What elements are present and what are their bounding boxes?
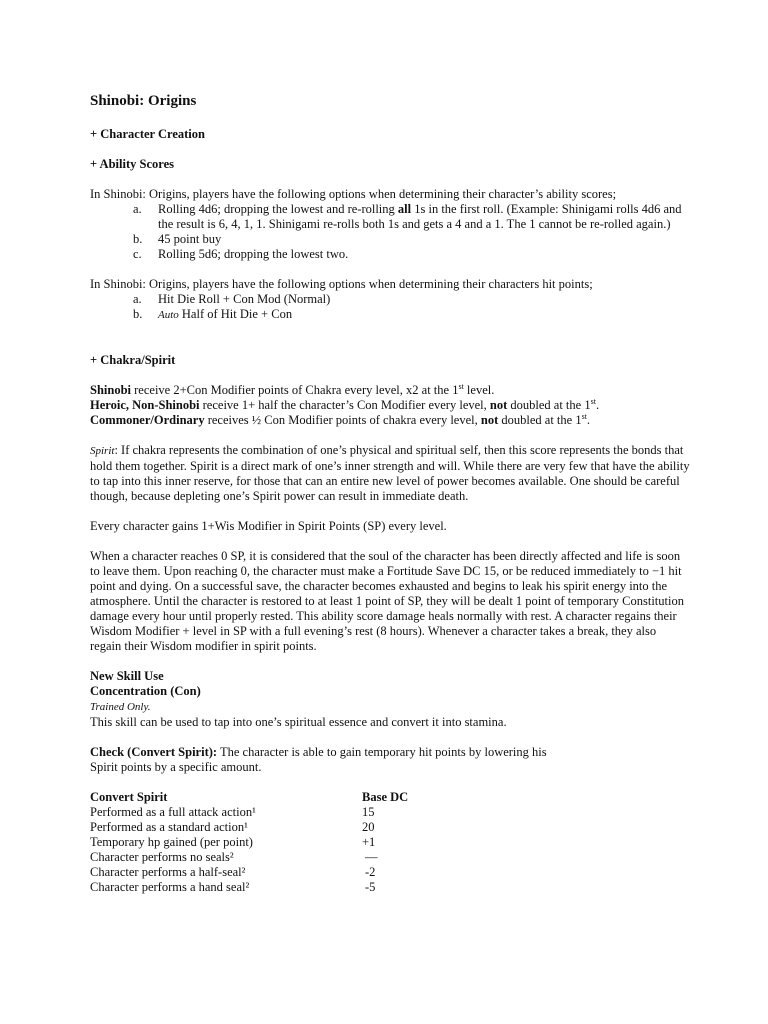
spirit-points-gain: Every character gains 1+Wis Modifier in Spirit Points (SP) every level. xyxy=(90,519,447,533)
chakra-rules: Shinobi receive 2+Con Modifier points of Chakra every level, x2 at the 1st level. Heroic, Non-Shinobi receive 1+ half the character’s Con Modifier every level, not doubled at the 1st. Commoner/Ordinary receives ½ Con Modifier points of chakra every level, not doubled at the 1st. xyxy=(90,382,600,427)
list-item: c. Rolling 5d6; dropping the lowest two. xyxy=(133,247,349,261)
list-marker: b. xyxy=(133,307,143,321)
list-item: a. Rolling 4d6; dropping the lowest and re-rolling all 1s in the first roll. (Example: Shinigami rolls 4d6 and the result is 6, 4, 1, 1. Shinigami re-rolls both 1s and gets a 4 and a 1. The 1 cannot be re-rolled again.) xyxy=(133,202,682,231)
list-marker: b. xyxy=(133,232,143,246)
table-header-row xyxy=(90,790,690,805)
section-heading-ability-scores: + Ability Scores xyxy=(90,157,174,171)
table-row: Character performs a half-seal² -2 xyxy=(90,865,376,879)
table-row: Performed as a full attack action¹ 15 xyxy=(90,805,375,819)
check-convert-spirit: Check (Convert Spirit): The character is able to gain temporary hit points by lowering his Spirit points by a specific amount. xyxy=(90,745,547,774)
document-title: Shinobi: Origins xyxy=(90,93,197,109)
list-marker: a. xyxy=(133,292,142,306)
hit-points-intro: In Shinobi: Origins, players have the following options when determining their characters hit points; xyxy=(90,277,593,291)
list-item: a. Hit Die Roll + Con Mod (Normal) xyxy=(133,292,331,306)
list-marker: c. xyxy=(133,247,142,261)
list-item: b. 45 point buy xyxy=(133,232,222,246)
skill-description: This skill can be used to tap into one’s spiritual essence and convert it into stamina. xyxy=(90,715,507,729)
document-body xyxy=(90,92,690,895)
section-heading-character-creation: + Character Creation xyxy=(90,127,205,141)
convert-spirit-table xyxy=(90,790,690,895)
table-row: Performed as a standard action¹ 20 xyxy=(90,820,375,834)
ability-scores-options xyxy=(90,202,690,262)
table-row: Character performs a hand seal² -5 xyxy=(90,880,376,894)
table-row: Temporary hp gained (per point) +1 xyxy=(90,835,376,849)
list-item: b. Auto Half of Hit Die + Con xyxy=(133,307,293,321)
trained-only-note: Trained Only. xyxy=(90,701,151,713)
column-header-convert-spirit: Convert Spirit xyxy=(90,790,168,804)
table-row: Character performs no seals² — xyxy=(90,850,378,864)
skill-heading: New Skill Use Concentration (Con) Trained Only. This skill can be used to tap into one’s spiritual essence and convert it into stamina. xyxy=(90,669,507,729)
column-header-base-dc: Base DC xyxy=(362,790,409,804)
list-marker: a. xyxy=(133,202,142,216)
section-heading-chakra-spirit: + Chakra/Spirit xyxy=(90,353,176,367)
hit-points-options xyxy=(90,292,690,323)
spirit-description: Spirit: If chakra represents the combination of one’s physical and spiritual self, then this score represents the bonds that hold them together. Spirit is a direct mark of one’s inner strength and will. While there are very few that have the ability to tap into this inner reserve, for those that can an entire new level of power becomes available. One should be careful though, because depleting one’s Spirit power can result in immediate death. xyxy=(90,443,690,503)
ability-scores-intro: In Shinobi: Origins, players have the following options when determining their character’s ability scores; xyxy=(90,187,617,201)
spirit-zero-rules: When a character reaches 0 SP, it is considered that the soul of the character has been directly affected and life is soon to leave them. Upon reaching 0, the character must make a Fortitude Save DC 15, or be reduced immediately to −1 hit point and dying. On a successful save, the character becomes exhausted and begins to leak his spirit energy into the atmosphere. Until the character is restored to at least 1 point of SP, they will be dealt 1 point of temporary Constitution damage every hour until properly rested. This ability score damage heals normally with rest. A character regains their Wisdom Modifier + level in SP with a full evening’s rest (8 hours). Whenever a character takes a break, they also regain their Wisdom modifier in spirit points. xyxy=(90,549,684,653)
